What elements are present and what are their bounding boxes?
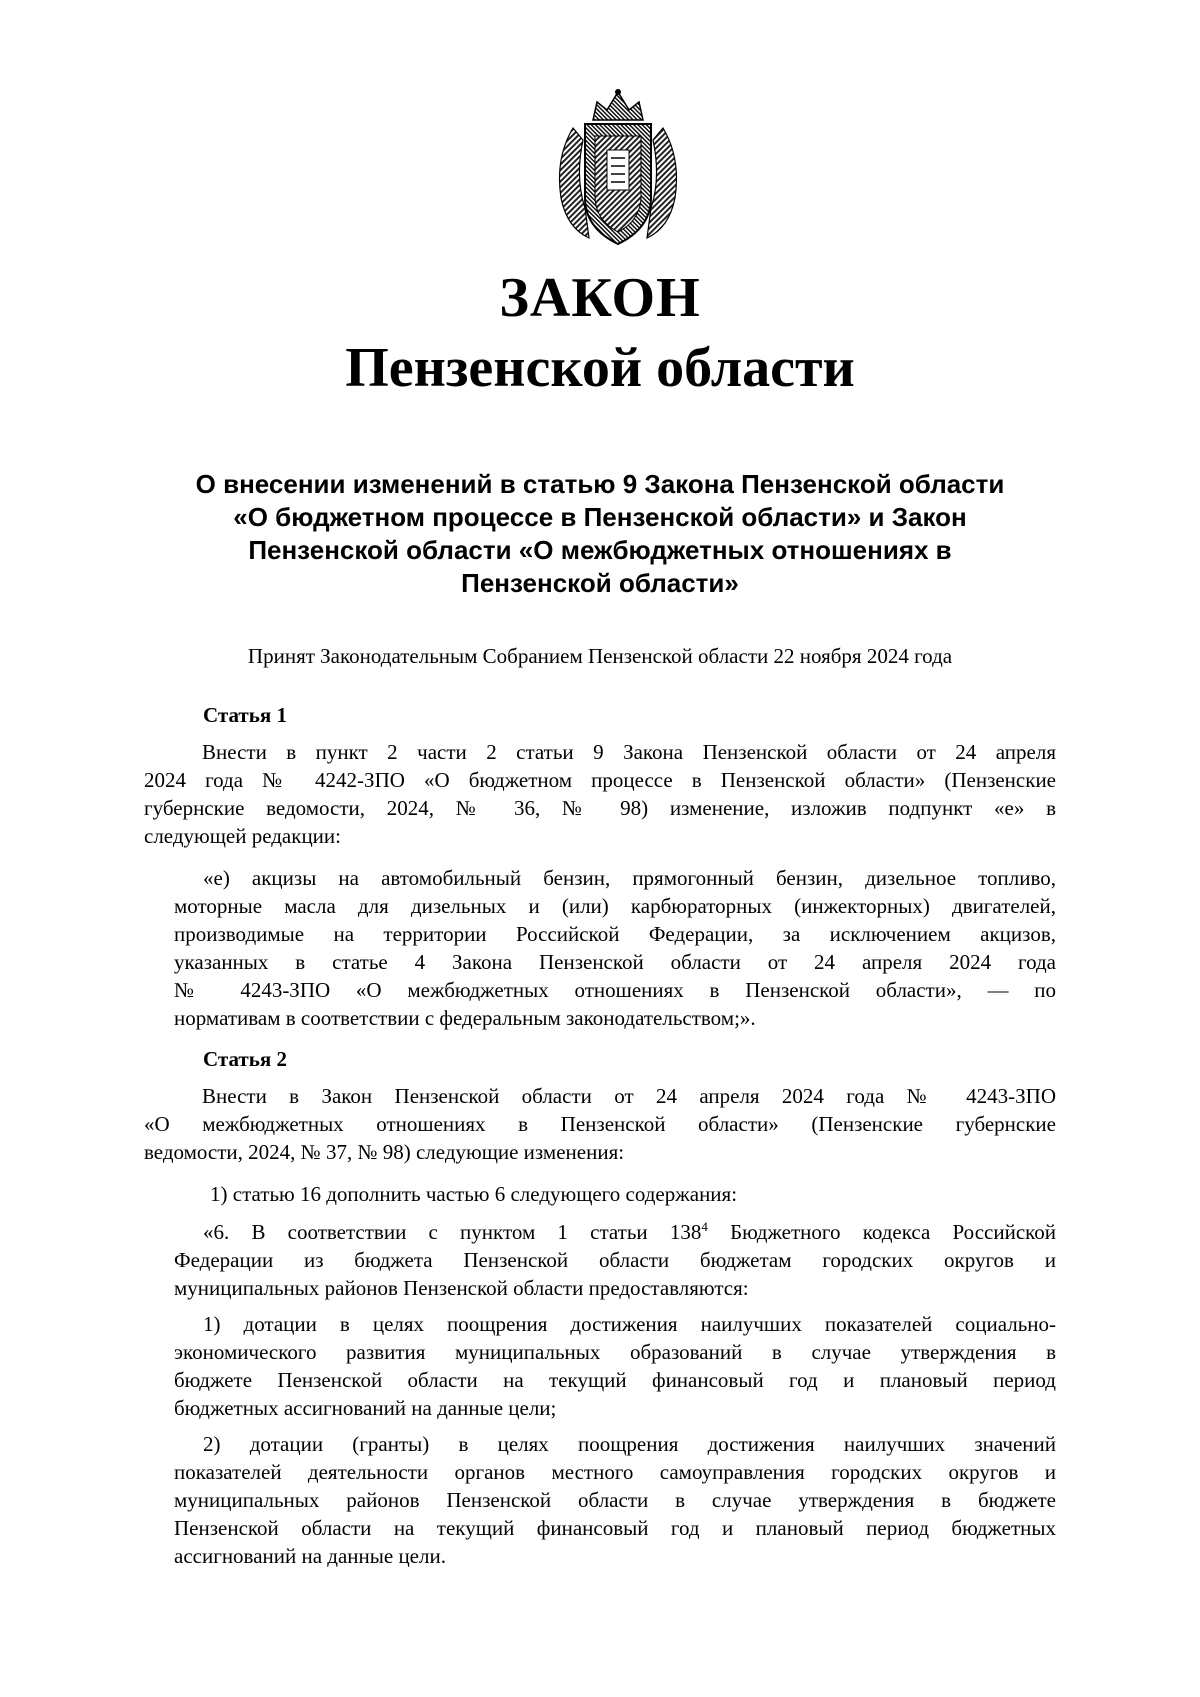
text-line: Федерации из бюджета Пензенской области бюджетам городских округов и <box>174 1248 1056 1272</box>
subject-line: «О бюджетном процессе в Пензенской области» и Закон <box>233 502 967 532</box>
text-line: «е) акцизы на автомобильный бензин, прямогонный бензин, дизельное топливо, <box>203 866 1056 890</box>
text-line: № 4243-ЗПО «О межбюджетных отношениях в Пензенской области», — по <box>174 978 1056 1002</box>
coat-of-arms-icon <box>545 88 691 250</box>
subject-line: Пензенской области «О межбюджетных отношениях в <box>248 535 952 565</box>
adoption-note: Принят Законодательным Собранием Пензенской области 22 ноября 2024 года <box>247 644 953 668</box>
text-fragment: «6. В соответствии с пунктом 1 статьи 138 <box>203 1220 702 1244</box>
subject-line: О внесении изменений в статью 9 Закона Пензенской области <box>195 469 1005 499</box>
article-1-heading: Статья 1 <box>203 703 287 727</box>
text-line: Пензенской области на текущий финансовый год и плановый период бюджетных <box>174 1516 1056 1540</box>
superscript: 4 <box>701 1219 708 1234</box>
part-6-text <box>174 1218 1056 1302</box>
text-line: 1) дотации в целях поощрения достижения наилучших показателей социально- <box>203 1312 1056 1336</box>
text-line: бюджете Пензенской области на текущий финансовый год и плановый период <box>174 1368 1056 1392</box>
text-line: Внести в Закон Пензенской области от 24 апреля 2024 года № 4243-ЗПО <box>202 1084 1056 1108</box>
text-line: бюджетных ассигнований на данные цели; <box>174 1396 557 1420</box>
text-line: «О межбюджетных отношениях в Пензенской области» (Пензенские губернские <box>144 1112 1056 1136</box>
text-line <box>174 1218 1056 1246</box>
text-line: производимые на территории Российской Федерации, за исключением акцизов, <box>174 922 1056 946</box>
law-region: Пензенской области <box>345 337 855 399</box>
text-line: экономического развития муниципальных образований в случае утверждения в <box>174 1340 1056 1364</box>
text-line: муниципальных районов Пензенской области предоставляются: <box>174 1276 749 1300</box>
text-fragment: Бюджетного кодекса Российской <box>707 1220 1057 1244</box>
text-line: указанных в статье 4 Закона Пензенской области от 24 апреля 2024 года <box>174 950 1056 974</box>
part-6-sub-1 <box>174 1310 1056 1422</box>
part-6-sub-2 <box>174 1430 1056 1570</box>
article-1-intro <box>144 738 1056 850</box>
text-line: ведомости, 2024, № 37, № 98) следующие изменения: <box>144 1140 625 1164</box>
text-line: моторные масла для дизельных и (или) карбюраторных (инжекторных) двигателей, <box>174 894 1056 918</box>
text-line: Внести в пункт 2 части 2 статьи 9 Закона Пензенской области от 24 апреля <box>202 740 1056 764</box>
text-line: муниципальных районов Пензенской области в случае утверждения в бюджете <box>174 1488 1056 1512</box>
article-1-quote <box>174 864 1056 1032</box>
text-line: следующей редакции: <box>144 824 341 848</box>
subject-line: Пензенской области» <box>461 568 739 598</box>
text-line: нормативам в соответствии с федеральным законодательством;». <box>174 1006 756 1030</box>
article-2-intro <box>144 1082 1056 1166</box>
text-line: губернские ведомости, 2024, № 36, № 98) изменение, изложив подпункт «е» в <box>144 796 1056 820</box>
text-line: 2024 года № 4242-ЗПО «О бюджетном процессе в Пензенской области» (Пензенские <box>144 768 1056 792</box>
law-title: ЗАКОН <box>499 267 701 329</box>
article-2-heading: Статья 2 <box>203 1047 287 1071</box>
law-subject <box>140 468 1060 600</box>
text-line: ассигнований на данные цели. <box>174 1544 446 1568</box>
text-line: показателей деятельности органов местного самоуправления городских округов и <box>174 1460 1056 1484</box>
text-line: 1) статью 16 дополнить частью 6 следующего содержания: <box>210 1182 738 1206</box>
article-2-item-1 <box>210 1180 1056 1208</box>
text-line: 2) дотации (гранты) в целях поощрения достижения наилучших значений <box>203 1432 1056 1456</box>
